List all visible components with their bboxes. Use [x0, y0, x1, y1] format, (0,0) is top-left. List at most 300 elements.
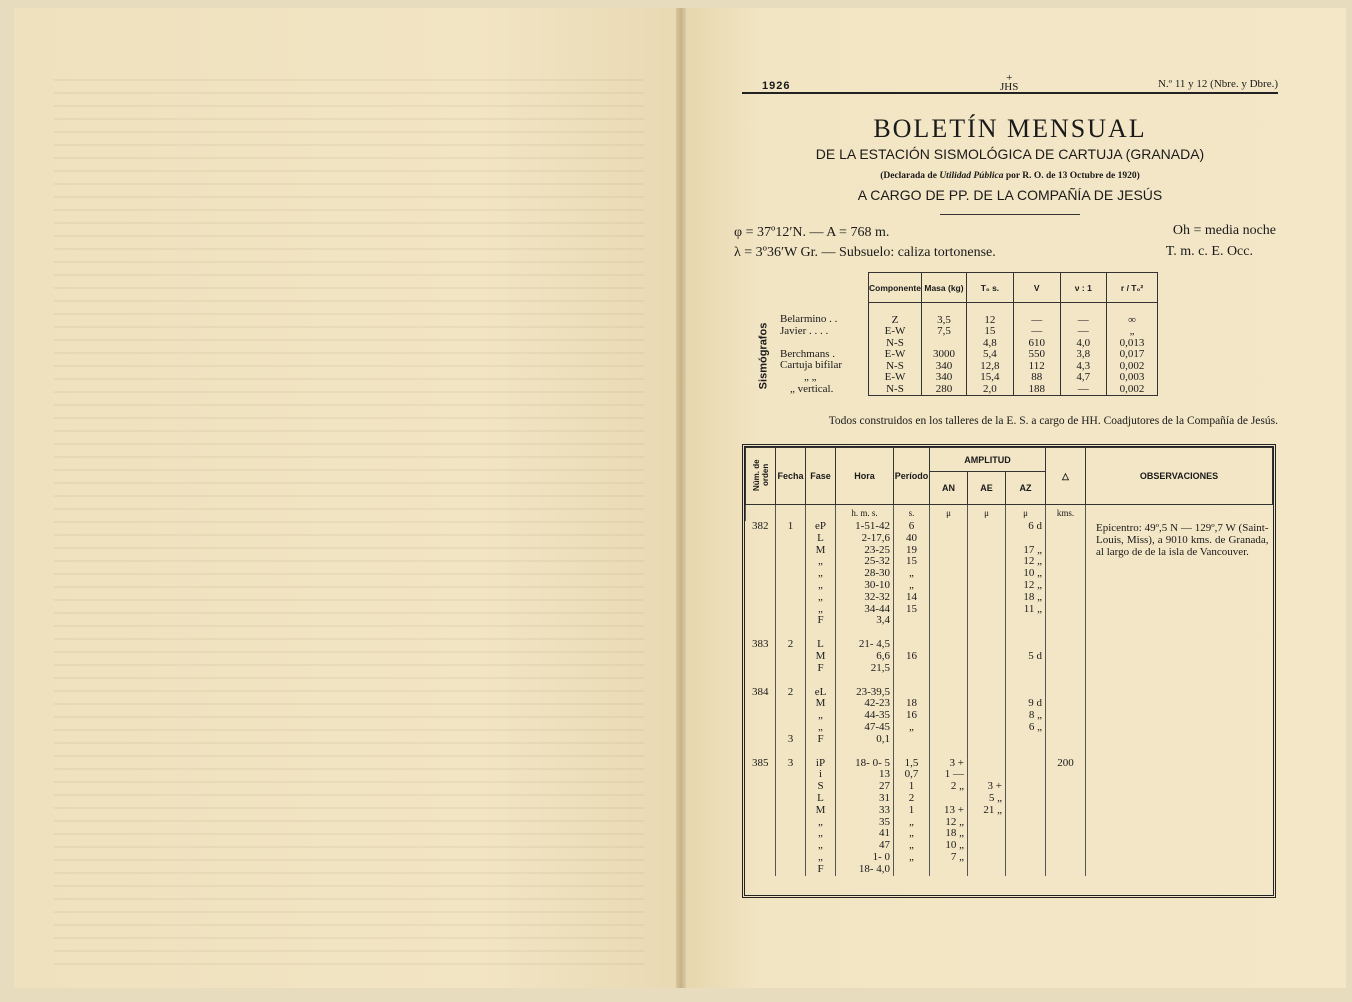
seismograph-cell: 0,013 [1107, 338, 1158, 350]
observation-cell: 1,5 [894, 758, 930, 770]
gap-cell [930, 675, 968, 687]
observation-cell: 5 d [1006, 651, 1046, 663]
observation-cell [746, 864, 776, 876]
observation-cell [746, 580, 776, 592]
col-az: AZ [1006, 472, 1046, 505]
observation-cell: 10 „ [930, 840, 968, 852]
observation-cell [894, 864, 930, 876]
observation-cell: 15 [894, 556, 930, 568]
observation-cell: 18 „ [1006, 592, 1046, 604]
observation-cell: F [806, 615, 836, 627]
observation-cell: 9 d [1006, 698, 1046, 710]
observation-cell: 3 + [968, 781, 1006, 793]
title-rule [940, 214, 1080, 215]
observation-cell: 12 „ [1006, 556, 1046, 568]
observation-cell [930, 639, 968, 651]
left-page [14, 8, 680, 988]
observation-cell [1006, 793, 1046, 805]
observation-cell [930, 793, 968, 805]
observation-cell: 16 [894, 710, 930, 722]
seismograph-cell: E-W [884, 348, 906, 360]
seismograph-row [869, 338, 1158, 350]
unit-cell [746, 505, 776, 522]
observation-cell: 13 + [930, 805, 968, 817]
observation-cell [776, 793, 806, 805]
observation-cell: 15 [894, 604, 930, 616]
bulletin-subtitle: DE LA ESTACIÓN SISMOLÓGICA DE CARTUJA (GRANADA) [815, 146, 1205, 162]
gap-cell [894, 746, 930, 758]
seismograph-row [869, 349, 1158, 361]
observation-cell [1046, 781, 1086, 793]
gap-cell [930, 746, 968, 758]
observation-cell [930, 615, 968, 627]
seismograph-cell: 3,8 [1060, 349, 1107, 361]
observation-cell [1006, 734, 1046, 746]
observation-cell [746, 592, 776, 604]
seismograph-cell: ∞ [1107, 315, 1158, 327]
observation-cell [968, 828, 1006, 840]
observation-cell [776, 698, 806, 710]
observation-cell: 200 [1046, 758, 1086, 770]
observation-cell [930, 722, 968, 734]
gap-cell [806, 746, 836, 758]
col-phase: Fase [806, 448, 836, 505]
observation-cell: 0,1 [836, 734, 894, 746]
observation-cell [746, 817, 776, 829]
observation-cell: „ [806, 722, 836, 734]
observation-cell [968, 758, 1006, 770]
observation-cell [746, 651, 776, 663]
observation-cell [776, 828, 806, 840]
seismograph-cell: 3,5 [921, 315, 966, 327]
observation-cell [776, 852, 806, 864]
observation-cell [776, 840, 806, 852]
construction-note: Todos construidos en los talleres de la E. S. a cargo de HH. Coadjutores de la Compañía de Jesús. [828, 415, 1278, 427]
observation-cell [930, 545, 968, 557]
observation-cell: i [806, 769, 836, 781]
observation-cell: M [806, 698, 836, 710]
col-t0: T₀ s. [967, 273, 1014, 303]
seismograph-cell: 3000 [921, 349, 966, 361]
observation-cell: 1 [894, 805, 930, 817]
observation-cell: M [806, 651, 836, 663]
observation-cell: 12 „ [1006, 580, 1046, 592]
observation-cell: „ [894, 568, 930, 580]
gap-cell [894, 675, 930, 687]
declaration-line [742, 171, 1278, 181]
observation-cell: F [806, 734, 836, 746]
seismograph-cell: 4,8 [967, 338, 1014, 350]
seismograph-cell: 4,3 [1060, 361, 1107, 373]
observation-cell: 12 „ [930, 817, 968, 829]
observation-cell: „ [806, 710, 836, 722]
observation-cell: 21,5 [836, 663, 894, 675]
unit-cell: kms. [1046, 505, 1086, 522]
observation-cell [1046, 568, 1086, 580]
observation-cell [1006, 663, 1046, 675]
observation-cell: 47-45 [836, 722, 894, 734]
unit-cell [776, 505, 806, 522]
book-spine [676, 8, 686, 988]
seismograph-cell: 12 [967, 315, 1014, 327]
longitude-line: λ = 3º36′W Gr. — Subsuelo: caliza tortonense. [734, 245, 996, 260]
observation-cell: eP [806, 521, 836, 533]
col-hour: Hora [836, 448, 894, 505]
observation-cell [968, 840, 1006, 852]
observation-cell: 2-17,6 [836, 533, 894, 545]
observation-cell [1046, 604, 1086, 616]
observation-cell: „ [894, 817, 930, 829]
observation-cell [776, 592, 806, 604]
observation-cell: 8 „ [1006, 710, 1046, 722]
observation-cell: „ [894, 852, 930, 864]
observation-cell [930, 687, 968, 699]
seismograph-name: Cartuja bifilar [780, 360, 843, 372]
observation-cell: 23-39,5 [836, 687, 894, 699]
observation-cell [968, 710, 1006, 722]
seismograph-row [869, 326, 1158, 338]
header-number: N.º 11 y 12 (Nbre. y Dbre.) [1157, 78, 1278, 90]
observation-cell: 1 — [930, 769, 968, 781]
seismograph-cell: E-W [884, 325, 906, 337]
observation-cell: 7 „ [930, 852, 968, 864]
observation-cell [930, 698, 968, 710]
seismograph-cell: „ [1107, 326, 1158, 338]
gap-cell [1046, 746, 1086, 758]
observation-cell [968, 734, 1006, 746]
observation-cell: „ [806, 852, 836, 864]
observation-cell: 27 [836, 781, 894, 793]
seismograph-cell: N-S [886, 336, 904, 349]
page-header [742, 74, 1278, 94]
observation-cell [1046, 722, 1086, 734]
observation-cell [930, 568, 968, 580]
observation-cell [1006, 864, 1046, 876]
observation-cell: „ [894, 828, 930, 840]
seismograph-cell: Z [891, 313, 899, 326]
col-period: Período [894, 448, 930, 505]
observation-cell [746, 805, 776, 817]
observation-cell [968, 663, 1006, 675]
observations-table [745, 447, 1273, 876]
observation-cell [930, 533, 968, 545]
seismograph-cell: 0,003 [1107, 372, 1158, 384]
gap-cell [1006, 746, 1046, 758]
spacer-row [869, 303, 1158, 315]
header-year: 1926 [762, 80, 791, 92]
observation-cell: 32-32 [836, 592, 894, 604]
seismograph-row [869, 372, 1158, 384]
seismograph-cell: 0,017 [1107, 349, 1158, 361]
time-origin: Oh = media noche [1172, 223, 1276, 238]
observation-cell [930, 710, 968, 722]
cross-icon: + [1006, 72, 1013, 84]
gap-cell [1006, 675, 1046, 687]
observation-cell: „ [806, 840, 836, 852]
gap-cell [776, 675, 806, 687]
observation-cell: 3,4 [836, 615, 894, 627]
col-ae: AE [968, 472, 1006, 505]
seismograph-cell: 340 [921, 372, 966, 384]
observation-cell: L [806, 793, 836, 805]
unit-cell: μ [930, 505, 968, 522]
gap-cell [968, 627, 1006, 639]
observation-cell [894, 663, 930, 675]
observation-cell: 1-51-42 [836, 521, 894, 533]
observation-cell [1046, 533, 1086, 545]
observation-cell: 1 [894, 781, 930, 793]
declaration-after: por R. O. de 13 Octubre de 1920) [1003, 171, 1140, 181]
seismograph-cell: N-S [886, 359, 904, 372]
col-date: Fecha [776, 448, 806, 505]
observation-cell [746, 852, 776, 864]
observations-cell [1086, 521, 1273, 876]
seismograph-cell: 550 [1013, 349, 1060, 361]
col-r: r / T₀² [1107, 273, 1158, 303]
epicenter-note: Epicentro: 49º,5 N — 129º,7 W (Saint-Louis, Miss), a 9010 kms. de Granada, al largo de de la isla de Vancouver. [1096, 522, 1269, 558]
observation-cell [1046, 805, 1086, 817]
observation-cell [1046, 710, 1086, 722]
observation-cell [930, 556, 968, 568]
observation-cell: „ [806, 592, 836, 604]
observation-cell: 21 „ [968, 805, 1006, 817]
observation-cell [746, 769, 776, 781]
observation-cell [968, 556, 1006, 568]
observation-cell [968, 604, 1006, 616]
seismograph-name: „ „ [804, 371, 817, 383]
observation-cell: 18 [894, 698, 930, 710]
observation-cell [1046, 817, 1086, 829]
observation-cell [746, 828, 776, 840]
observations-body [746, 505, 1273, 876]
seismograph-cell: 12,8 [967, 361, 1014, 373]
observation-cell: 16 [894, 651, 930, 663]
observation-cell [776, 651, 806, 663]
gap-cell [1046, 627, 1086, 639]
observation-cell: 44-35 [836, 710, 894, 722]
observation-cell: 23-25 [836, 545, 894, 557]
seismograph-cell: — [1013, 315, 1060, 327]
observation-cell [776, 533, 806, 545]
observation-cell [1006, 781, 1046, 793]
observation-cell [968, 592, 1006, 604]
seismograph-names [780, 314, 868, 395]
observation-cell: 21- 4,5 [836, 639, 894, 651]
observation-cell [1046, 864, 1086, 876]
seismograph-cell: 340 [921, 361, 966, 373]
observation-cell [1006, 615, 1046, 627]
observation-cell [1006, 828, 1046, 840]
observation-cell [1006, 817, 1046, 829]
observation-cell: 383 [752, 638, 769, 651]
unit-cell: s. [894, 505, 930, 522]
observation-cell: „ [806, 828, 836, 840]
observation-cell: 385 [752, 756, 769, 769]
observation-cell [746, 734, 776, 746]
observation-cell [746, 781, 776, 793]
col-nu: ν : 1 [1060, 273, 1107, 303]
observation-cell: L [806, 639, 836, 651]
declaration-italic: Utilidad Pública [939, 171, 1004, 181]
header-jhs [1000, 74, 1018, 92]
observation-cell [776, 545, 806, 557]
observation-cell: „ [894, 580, 930, 592]
observation-cell: 18- 0- 5 [836, 758, 894, 770]
observation-cell: „ [806, 580, 836, 592]
observation-cell: 10 „ [1006, 568, 1046, 580]
observation-cell: 2 „ [930, 781, 968, 793]
observation-cell [968, 639, 1006, 651]
observation-cell [930, 592, 968, 604]
observation-cell [968, 580, 1006, 592]
observation-cell [776, 781, 806, 793]
seismograph-cell: — [1060, 326, 1107, 338]
observation-cell [930, 604, 968, 616]
observation-cell [746, 722, 776, 734]
unit-cell: h. m. s. [836, 505, 894, 522]
time-zone: T. m. c. E. Occ. [1165, 244, 1253, 259]
observation-cell [776, 805, 806, 817]
observation-cell [968, 864, 1006, 876]
observation-cell: 35 [836, 817, 894, 829]
observation-cell: iP [806, 758, 836, 770]
seismograph-cell: E-W [884, 371, 906, 383]
seismograph-row [869, 384, 1158, 396]
seismograph-cell: 88 [1013, 372, 1060, 384]
show-through-text [54, 68, 644, 968]
observation-cell: 2 [776, 687, 806, 699]
latitude-line: φ = 37º12′N. — A = 768 m. [734, 225, 890, 240]
observation-cell [776, 663, 806, 675]
seismograph-cell: 15 [967, 326, 1014, 338]
observation-cell [968, 817, 1006, 829]
observation-cell [1046, 734, 1086, 746]
observation-cell [1046, 615, 1086, 627]
observation-cell: L [806, 533, 836, 545]
seismograph-cell: 4,0 [1060, 338, 1107, 350]
seismograph-cell: 0,002 [1107, 361, 1158, 373]
unit-cell [1086, 505, 1273, 522]
observation-cell: M [806, 805, 836, 817]
observation-cell [1046, 698, 1086, 710]
observation-cell: 6,6 [836, 651, 894, 663]
observation-cell: 0,7 [894, 769, 930, 781]
seismograph-cell: — [1013, 326, 1060, 338]
observation-cell [968, 533, 1006, 545]
gap-cell [836, 675, 894, 687]
observation-cell: 1- 0 [836, 852, 894, 864]
observation-cell [968, 568, 1006, 580]
col-amplitude: AMPLITUD [930, 448, 1046, 472]
observation-cell [1046, 840, 1086, 852]
gap-cell [1046, 675, 1086, 687]
observation-cell [746, 604, 776, 616]
observation-cell [1006, 758, 1046, 770]
observation-cell: M [806, 545, 836, 557]
observation-cell [930, 651, 968, 663]
observation-cell [968, 545, 1006, 557]
observation-cell [968, 852, 1006, 864]
seismograph-cell: — [1060, 315, 1107, 327]
observation-cell: 384 [752, 685, 769, 698]
observation-cell: 3 [776, 734, 806, 746]
gap-cell [746, 675, 776, 687]
observation-cell: 13 [836, 769, 894, 781]
observation-cell [968, 687, 1006, 699]
observation-cell: 25-32 [836, 556, 894, 568]
seismograph-cell: 610 [1013, 338, 1060, 350]
observation-cell [1006, 533, 1046, 545]
observation-cell [776, 615, 806, 627]
seismographs-table [868, 272, 1158, 396]
observation-cell: 3 [776, 758, 806, 770]
jhs-monogram: JHS [1000, 81, 1019, 93]
observation-cell: S [806, 781, 836, 793]
observation-cell [1046, 545, 1086, 557]
gap-cell [776, 746, 806, 758]
observation-cell: F [806, 864, 836, 876]
observation-cell: 11 „ [1006, 604, 1046, 616]
seismograph-cell: 0,002 [1107, 384, 1158, 396]
observation-cell [968, 651, 1006, 663]
col-component: Componente [869, 273, 922, 303]
observation-cell [776, 769, 806, 781]
observation-cell [1006, 805, 1046, 817]
observation-cell [1046, 521, 1086, 533]
observation-cell [1046, 663, 1086, 675]
observation-cell [930, 663, 968, 675]
unit-cell [806, 505, 836, 522]
seismograph-name [780, 337, 868, 349]
seismograph-cell: 15,4 [967, 372, 1014, 384]
unit-cell: μ [968, 505, 1006, 522]
observation-cell [1046, 828, 1086, 840]
observation-cell: 30-10 [836, 580, 894, 592]
observation-cell: „ [894, 840, 930, 852]
observation-cell [1046, 592, 1086, 604]
seismograph-row [869, 315, 1158, 327]
observation-cell: 18- 4,0 [836, 864, 894, 876]
seismograph-cell: 2,0 [967, 384, 1014, 396]
observation-cell [776, 556, 806, 568]
observation-cell: 42-23 [836, 698, 894, 710]
col-mass: Masa (kg) [921, 273, 966, 303]
observation-cell [746, 556, 776, 568]
seismograph-cell: 7,5 [921, 326, 966, 338]
observation-cell: 14 [894, 592, 930, 604]
observation-cell: „ [894, 722, 930, 734]
seismograph-cell: 188 [1013, 384, 1060, 396]
observation-cell [776, 568, 806, 580]
observation-cell: 6 „ [1006, 722, 1046, 734]
unit-cell: μ [1006, 505, 1046, 522]
observation-cell: 2 [894, 793, 930, 805]
observation-cell [776, 864, 806, 876]
observation-cell: „ [806, 604, 836, 616]
observation-cell [746, 710, 776, 722]
observation-cell [776, 817, 806, 829]
gap-cell [1006, 627, 1046, 639]
gap-cell [968, 675, 1006, 687]
observation-cell: eL [806, 687, 836, 699]
observation-cell: 6 [894, 521, 930, 533]
observation-cell [776, 580, 806, 592]
seismograph-name: Belarmino . . [780, 314, 838, 325]
observation-cell [968, 698, 1006, 710]
observation-cell [1006, 840, 1046, 852]
col-an: AN [930, 472, 968, 505]
seismograph-cell: 112 [1013, 361, 1060, 373]
